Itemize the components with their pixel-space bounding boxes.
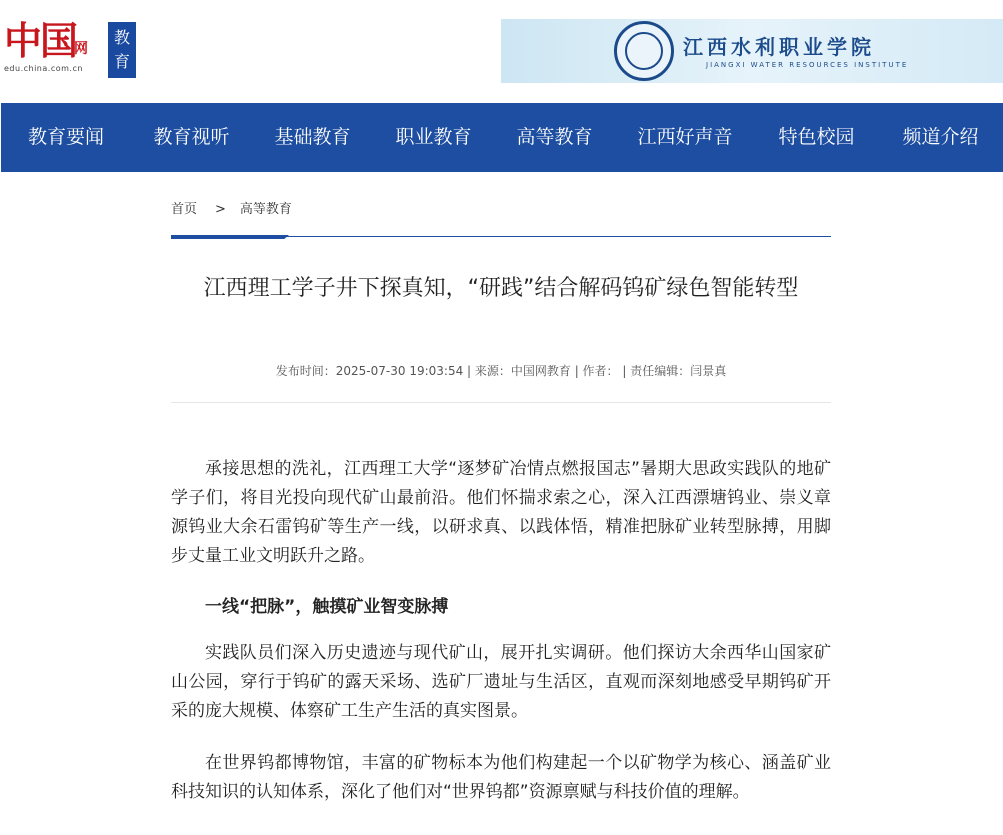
article-body [171, 455, 831, 807]
advert-banner[interactable] [501, 19, 1003, 83]
logo-wang-text: 网 [74, 41, 88, 57]
logo-domain-text: edu.china.com.cn [4, 64, 83, 73]
breadcrumb-current-link[interactable]: 高等教育 [239, 202, 292, 217]
banner-title: 江西水利职业学院 [683, 35, 875, 59]
banner-subtitle: JIANGXI WATER RESOURCES INSTITUTE [706, 61, 909, 69]
article-meta: 发布时间：2025-07-30 19:03:54 | 来源：中国网教育 | 作者： | 责任编辑：闫景真 [275, 364, 727, 378]
article-paragraph: 实践队员们深入历史遗迹与现代矿山，展开扎实调研。他们探访大余西华山国家矿山公园，穿行于钨矿的露天采场、选矿厂遗址与生活区，直观而深刻地感受早期钨矿开采的庞大规模、体察矿工生产生活的真实图景。 [171, 643, 831, 721]
main-nav [1, 103, 1003, 172]
nav-item-about[interactable]: 频道介绍 [902, 126, 979, 148]
breadcrumb [171, 198, 292, 217]
article-paragraph: 在世界钨都博物馆，丰富的矿物标本为他们构建起一个以矿物学为核心、涵盖矿业科技知识的认知体系，深化了他们对“世界钨都”资源禀赋与科技价值的理解。 [171, 753, 831, 802]
nav-item-higher-edu[interactable]: 高等教育 [516, 126, 593, 148]
article-subheading: 一线“把脉”，触摸矿业智变脉搏 [205, 597, 449, 617]
article-paragraph: 承接思想的洗礼，江西理工大学“逐梦矿冶情点燃报国志”暑期大思政实践队的地矿学子们，将目光投向现代矿山最前沿。他们怀揣求索之心，深入江西漂塘钨业、崇义章源钨业大余石雷钨矿等生产一线，以研求真、以践体悟，精准把脉矿业转型脉搏，用脚步丈量工业文明跃升之路。 [171, 459, 831, 566]
breadcrumb-accent-bar [171, 235, 289, 239]
nav-item-video[interactable]: 教育视听 [153, 126, 230, 148]
site-header [0, 0, 1003, 103]
nav-item-basic-edu[interactable]: 基础教育 [274, 126, 351, 148]
logo-main-text: 中国 [4, 18, 77, 63]
nav-item-campus[interactable]: 特色校园 [778, 126, 855, 148]
nav-item-vocational-edu[interactable]: 职业教育 [395, 126, 472, 148]
meta-divider [171, 402, 831, 403]
breadcrumb-separator: > [215, 202, 226, 217]
nav-item-news[interactable]: 教育要闻 [27, 126, 104, 148]
article-title: 江西理工学子井下探真知，“研践”结合解码钨矿绿色智能转型 [203, 276, 799, 301]
breadcrumb-home-link[interactable]: 首页 [171, 202, 198, 217]
logo-section-badge: 教育 [108, 22, 136, 78]
institute-seal-icon [614, 21, 674, 81]
china-net-logo[interactable] [4, 18, 132, 78]
nav-item-jiangxi-voice[interactable]: 江西好声音 [637, 126, 733, 148]
